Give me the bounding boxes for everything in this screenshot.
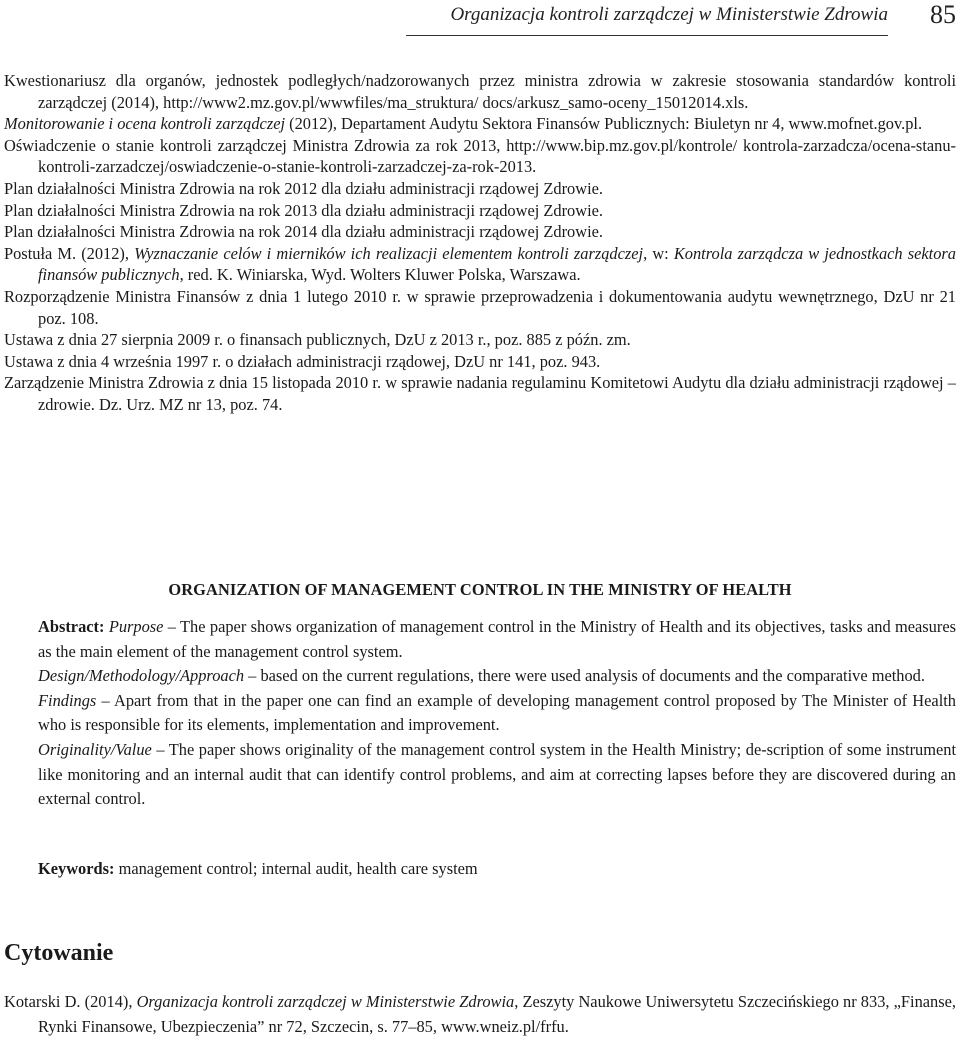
english-title: ORGANIZATION OF MANAGEMENT CONTROL IN THE MINISTRY OF HEALTH <box>168 580 792 599</box>
reference-item: Monitorowanie i ocena kontroli zarządczej (2012), Departament Audytu Sektora Finansów Publicznych: Biuletyn nr 4, www.mofnet.gov.pl. <box>4 114 923 134</box>
reference-item: Plan działalności Ministra Zdrowia na rok 2014 dla działu administracji rządowej Zdrowie. <box>4 222 603 242</box>
reference-item: Oświadczenie o stanie kontroli zarządczej Ministra Zdrowia za rok 2013, http://www.bip.mz.gov.pl/kontrole/ kontrola-zarzadcza/ocena-stanu-kontroli-zarzadczej/oswiadczenie-o-stanie-kontroli-zarzadczej-za-rok-2013. <box>4 135 956 177</box>
abstract-findings: Findings – Apart from that in the paper one can find an example of developing management control proposed by The Minister of Health who is responsible for its elements, implementation and improvement. <box>38 690 956 735</box>
reference-item: Zarządzenie Ministra Zdrowia z dnia 15 listopada 2010 r. w sprawie nadania regulaminu Komitetowi Audytu dla działu administracji rządowej – zdrowie. Dz. Urz. MZ nr 13, poz. 74. <box>4 373 956 414</box>
running-header <box>0 0 960 38</box>
abstract-originality: Originality/Value – The paper shows originality of the management control system in the Health Ministry; de-scription of some instrument like monitoring and an internal audit that can identify control problems, and aim at correcting lapses before they are discovered during an external control. <box>38 739 956 809</box>
page-number: 85 <box>930 0 956 29</box>
reference-item: Ustawa z dnia 4 września 1997 r. o działach administracji rządowej, DzU nr 141, poz. 943. <box>4 351 601 371</box>
citation-heading: Cytowanie <box>4 940 114 966</box>
abstract-purpose: Abstract: Purpose – The paper shows organization of management control in the Ministry of Health and its objectives, tasks and measures as the main element of the management control system. <box>38 617 956 661</box>
citation-text: Kotarski D. (2014), Organizacja kontroli zarządczej w Ministerstwie Zdrowia, Zeszyty Naukowe Uniwersytetu Szczecińskiego nr 833, „Finanse, Rynki Finansowe, Ubezpieczenia” nr 72, Szczecin, s. 77–85, www.wneiz.pl/frfu. <box>4 992 956 1036</box>
header-rule <box>406 35 888 36</box>
reference-item: Postuła M. (2012), Wyznaczanie celów i mierników ich realizacji elementem kontroli zarządczej, w: Kontrola zarządcza w jednostkach sektora finansów publicznych, red. K. Winiarska, Wyd. Wolters Kluwer Polska, Warszawa. <box>4 243 957 285</box>
reference-list <box>4 70 956 416</box>
reference-item: Kwestionariusz dla organów, jednostek podległych/nadzorowanych przez ministra zdrowia w zakresie stosowania standardów kontroli zarządczej (2014), http://www2.mz.gov.pl/wwwfiles/ma_struktura/ docs/arkusz_samo-oceny_15012014.xls. <box>4 71 956 112</box>
reference-item: Rozporządzenie Ministra Finansów z dnia 1 lutego 2010 r. w sprawie przeprowadzenia i dokumentowania audytu wewnętrznego, DzU nr 21 poz. 108. <box>4 286 956 328</box>
reference-item: Plan działalności Ministra Zdrowia na rok 2012 dla działu administracji rządowej Zdrowie. <box>4 178 603 198</box>
reference-item: Ustawa z dnia 27 sierpnia 2009 r. o finansach publicznych, DzU z 2013 r., poz. 885 z późn. zm. <box>4 330 631 350</box>
abstract-design: Design/Methodology/Approach – based on the current regulations, there were used analysis of documents and the comparative method. <box>38 666 925 686</box>
reference-item: Plan działalności Ministra Zdrowia na rok 2013 dla działu administracji rządowej Zdrowie. <box>4 200 603 220</box>
abstract <box>38 615 956 812</box>
running-title: Organizacja kontroli zarządczej w Ministerstwie Zdrowia <box>450 4 888 25</box>
keywords: Keywords: management control; internal audit, health care system <box>38 859 478 878</box>
